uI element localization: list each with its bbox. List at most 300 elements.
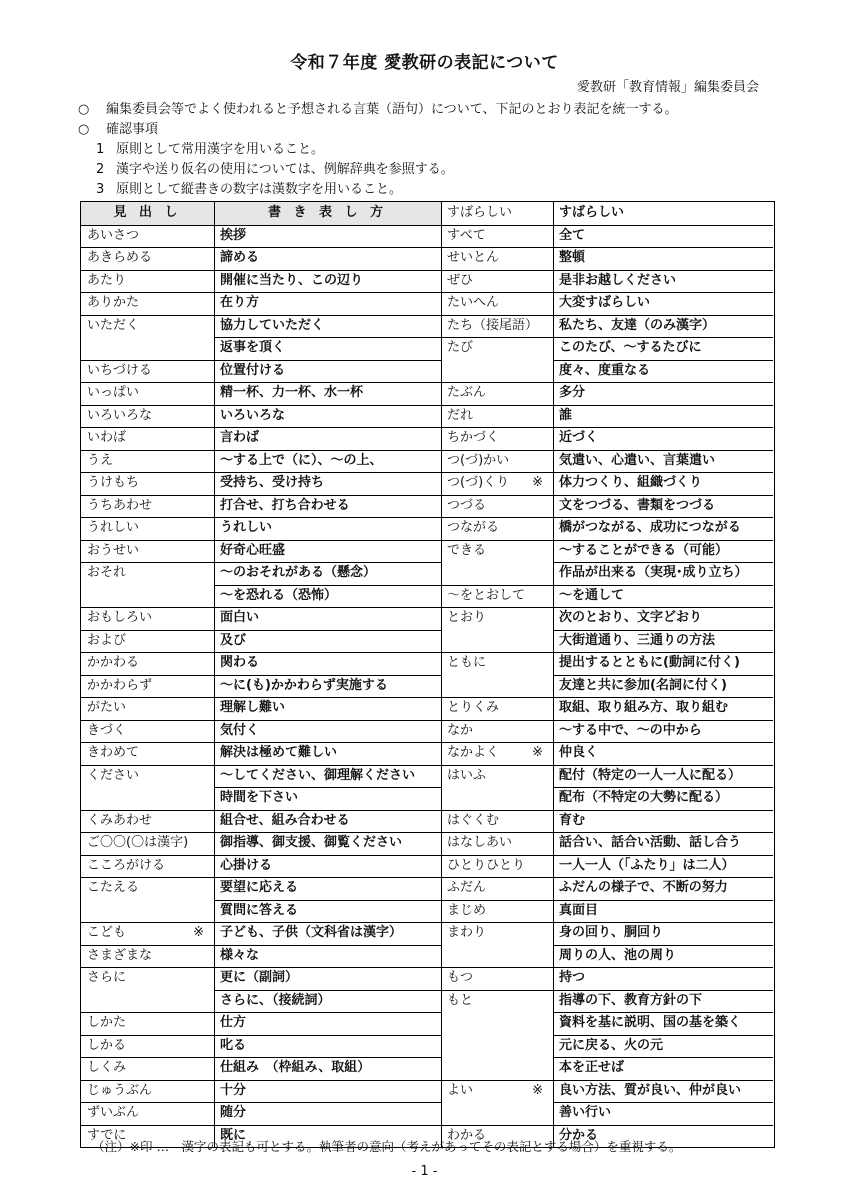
table-row bbox=[81, 1035, 774, 1058]
row-divider bbox=[214, 247, 441, 248]
row-divider bbox=[441, 495, 553, 496]
entry-headword: ～をとおして bbox=[447, 587, 526, 603]
entry-headword: だれ bbox=[447, 407, 474, 423]
row-divider bbox=[553, 382, 773, 383]
entry-notation: いろいろな bbox=[220, 407, 286, 423]
entry-headword: うけもち bbox=[87, 475, 140, 490]
entry-headword: ちかづく bbox=[447, 430, 500, 445]
table-row bbox=[81, 787, 774, 810]
row-divider bbox=[214, 382, 441, 383]
row-divider bbox=[553, 405, 773, 406]
table-row bbox=[81, 720, 774, 743]
row-divider bbox=[81, 765, 214, 766]
entry-notation: 更に（副詞） bbox=[220, 970, 299, 985]
row-divider bbox=[553, 832, 773, 833]
entry-headword: すばらしい bbox=[447, 205, 513, 220]
row-divider bbox=[81, 1080, 214, 1081]
entry-notation: 是非お越しください bbox=[559, 272, 677, 288]
entry-headword bbox=[441, 1057, 553, 1080]
entry-notation: 様々な bbox=[220, 947, 260, 963]
row-divider bbox=[214, 1125, 441, 1126]
row-divider bbox=[214, 270, 441, 271]
entry-notation: うれしい bbox=[220, 520, 273, 535]
entry-headword: つながる bbox=[447, 520, 500, 535]
row-divider bbox=[81, 315, 214, 316]
row-divider bbox=[553, 562, 773, 563]
entry-notation: 仕方 bbox=[220, 1015, 247, 1030]
row-divider bbox=[214, 562, 441, 563]
intro-line-1 bbox=[78, 100, 778, 120]
row-divider bbox=[81, 540, 214, 541]
row-divider bbox=[214, 1102, 441, 1103]
entry-headword: たぶん bbox=[447, 385, 487, 400]
row-divider bbox=[81, 1035, 214, 1036]
entry-notation: 取組、取り組み方、取り組む bbox=[559, 700, 729, 715]
entry-headword: さまざまな bbox=[87, 947, 153, 963]
row-divider bbox=[553, 922, 773, 923]
entry-headword bbox=[441, 1012, 553, 1035]
row-divider bbox=[214, 675, 441, 676]
row-divider bbox=[441, 292, 553, 293]
circle-mark-icon: ○ bbox=[78, 102, 90, 117]
entry-notation: 諦める bbox=[220, 250, 260, 265]
entry-headword: たち（接尾語） bbox=[447, 317, 539, 333]
entry-headword-cell bbox=[441, 742, 553, 765]
row-divider bbox=[553, 1035, 773, 1036]
row-divider bbox=[553, 787, 773, 788]
row-divider bbox=[441, 315, 553, 316]
row-divider bbox=[214, 585, 441, 586]
row-divider bbox=[553, 360, 773, 361]
intro-text-1: 編集委員会等でよく使われると予想される言葉（語句）について、下記のとおり表記を統一する。 bbox=[106, 102, 678, 117]
row-divider bbox=[214, 697, 441, 698]
row-divider bbox=[81, 742, 214, 743]
row-divider bbox=[214, 405, 441, 406]
table-row bbox=[81, 315, 774, 338]
entry-notation: 話合い、話合い活動、話し合う bbox=[559, 835, 742, 850]
row-divider bbox=[81, 675, 214, 676]
entry-notation: 叱る bbox=[220, 1037, 247, 1053]
table-row bbox=[81, 225, 774, 248]
header-divider bbox=[81, 225, 441, 226]
row-divider bbox=[441, 247, 553, 248]
row-divider bbox=[553, 472, 773, 473]
circle-mark-icon: ○ bbox=[78, 122, 90, 137]
row-divider bbox=[81, 877, 214, 878]
row-divider bbox=[81, 360, 214, 361]
entry-headword: あきらめる bbox=[87, 250, 153, 265]
asterisk-mark: ※ bbox=[193, 925, 204, 940]
table-row bbox=[81, 900, 774, 923]
row-divider bbox=[441, 382, 553, 383]
entry-headword: うれしい bbox=[87, 520, 140, 535]
entry-notation: 協力していただく bbox=[220, 317, 325, 333]
entry-notation: 身の回り、胴回り bbox=[559, 925, 664, 940]
entry-headword bbox=[441, 360, 553, 383]
row-divider bbox=[553, 967, 773, 968]
entry-headword: ありかた bbox=[87, 295, 140, 310]
footnote: （注）※印 … 漢字の表記も可とする。執筆者の意向（考えがあってその表記とする場合）を重視する。 bbox=[92, 1139, 682, 1154]
entry-notation: 度々、度重なる bbox=[559, 362, 651, 378]
row-divider bbox=[214, 472, 441, 473]
entry-notation: 持つ bbox=[559, 970, 586, 985]
entry-notation: 誰 bbox=[559, 407, 573, 423]
entry-notation: 大街道通り、三通りの方法 bbox=[559, 632, 716, 648]
entry-headword: まわり bbox=[447, 925, 487, 940]
row-divider bbox=[441, 765, 553, 766]
row-divider bbox=[81, 810, 214, 811]
row-divider bbox=[553, 315, 773, 316]
row-divider bbox=[553, 247, 773, 248]
row-divider bbox=[553, 1125, 773, 1126]
confirm-item bbox=[78, 140, 778, 160]
row-divider bbox=[553, 720, 773, 721]
row-divider bbox=[214, 450, 441, 451]
confirm-item-text: 原則として常用漢字を用いること。 bbox=[116, 142, 325, 157]
entry-notation: 及び bbox=[220, 632, 247, 648]
table-row bbox=[81, 990, 774, 1013]
row-divider bbox=[214, 517, 441, 518]
entry-headword: ふだん bbox=[447, 880, 487, 895]
entry-notation: 配付（特定の一人一人に配る） bbox=[559, 767, 742, 783]
entry-headword: なか bbox=[447, 722, 474, 738]
row-divider bbox=[553, 675, 773, 676]
entry-notation: 十分 bbox=[220, 1082, 247, 1098]
entry-headword: かかわる bbox=[87, 655, 140, 670]
table-row bbox=[81, 382, 774, 405]
row-divider bbox=[81, 652, 214, 653]
entry-notation: 組合せ、組み合わせる bbox=[220, 812, 350, 828]
entry-notation: 子ども、子供（文科省は漢字） bbox=[220, 925, 403, 940]
row-divider bbox=[441, 472, 553, 473]
row-divider bbox=[214, 292, 441, 293]
row-divider bbox=[553, 495, 773, 496]
row-divider bbox=[81, 472, 214, 473]
confirm-item-number: 2 bbox=[96, 162, 105, 177]
table-row bbox=[81, 1080, 774, 1103]
row-divider bbox=[441, 832, 553, 833]
row-divider bbox=[441, 652, 553, 653]
entry-headword: しかる bbox=[87, 1037, 127, 1053]
entry-headword: こころがける bbox=[87, 857, 166, 873]
entry-headword: はいふ bbox=[447, 767, 487, 783]
row-divider bbox=[214, 1035, 441, 1036]
entry-headword: しくみ bbox=[87, 1060, 127, 1075]
row-divider bbox=[441, 697, 553, 698]
entry-headword: はぐくむ bbox=[447, 812, 500, 828]
entry-notation: 整頓 bbox=[559, 250, 586, 265]
table-row bbox=[81, 1102, 774, 1125]
table-row bbox=[81, 1057, 774, 1080]
entry-notation: 言わば bbox=[220, 430, 260, 445]
entry-notation: 指導の下、教育方針の下 bbox=[559, 992, 703, 1008]
entry-headword: もつ bbox=[447, 970, 474, 985]
entry-headword: わかる bbox=[447, 1127, 487, 1143]
row-divider bbox=[81, 967, 214, 968]
row-divider bbox=[214, 495, 441, 496]
entry-headword: できる bbox=[447, 542, 487, 558]
row-divider bbox=[553, 225, 773, 226]
row-divider bbox=[553, 810, 773, 811]
asterisk-mark: ※ bbox=[532, 745, 543, 760]
row-divider bbox=[441, 405, 553, 406]
notation-table bbox=[80, 201, 775, 1148]
table-row bbox=[81, 922, 774, 945]
entry-notation: ～する上で（に）、～の上、 bbox=[220, 452, 383, 468]
row-divider bbox=[81, 855, 214, 856]
table-row bbox=[81, 675, 774, 698]
entry-headword: とりくみ bbox=[447, 700, 500, 715]
entry-notation: 返事を頂く bbox=[220, 340, 286, 355]
entry-notation: ～のおそれがある（懸念） bbox=[220, 565, 377, 580]
entry-notation: ～を通して bbox=[559, 587, 625, 603]
row-divider bbox=[441, 337, 553, 338]
entry-notation: 善い行い bbox=[559, 1105, 612, 1120]
entry-headword: こども bbox=[87, 925, 127, 940]
entry-headword: いちづける bbox=[87, 362, 152, 378]
row-divider bbox=[81, 697, 214, 698]
table-row bbox=[81, 810, 774, 833]
confirm-item bbox=[78, 160, 778, 180]
entry-notation: 友達と共に参加(名詞に付く) bbox=[559, 677, 727, 693]
row-divider bbox=[214, 832, 441, 833]
entry-headword: こたえる bbox=[87, 880, 140, 895]
row-divider bbox=[214, 315, 441, 316]
entry-notation: 随分 bbox=[220, 1105, 247, 1120]
row-divider bbox=[81, 922, 214, 923]
row-divider bbox=[553, 607, 773, 608]
row-divider bbox=[441, 967, 553, 968]
entry-notation: 精一杯、力一杯、水一杯 bbox=[220, 385, 364, 400]
entry-notation: 挨拶 bbox=[220, 227, 247, 243]
table-row bbox=[81, 630, 774, 653]
entry-notation: 資料を基に説明、国の基を築く bbox=[559, 1015, 742, 1030]
table-row bbox=[81, 472, 774, 495]
table-row bbox=[81, 697, 774, 720]
entry-headword: つ(づ)かい bbox=[447, 452, 510, 468]
row-divider bbox=[214, 810, 441, 811]
table-row bbox=[81, 855, 774, 878]
entry-headword bbox=[441, 675, 553, 698]
table-row bbox=[81, 562, 774, 585]
row-divider bbox=[81, 607, 214, 608]
table-row bbox=[81, 270, 774, 293]
row-divider bbox=[81, 1057, 214, 1058]
row-divider bbox=[553, 1080, 773, 1081]
entry-notation: ～を恐れる（恐怖） bbox=[220, 587, 338, 603]
entry-notation: 元に戻る、火の元 bbox=[559, 1037, 664, 1053]
row-divider bbox=[81, 1012, 214, 1013]
entry-headword: しかた bbox=[87, 1015, 127, 1030]
row-divider bbox=[441, 990, 553, 991]
row-divider bbox=[81, 405, 214, 406]
row-divider bbox=[553, 697, 773, 698]
row-divider bbox=[81, 495, 214, 496]
row-divider bbox=[214, 630, 441, 631]
row-divider bbox=[81, 1102, 214, 1103]
entry-notation: 開催に当たり、この辺り bbox=[220, 272, 364, 288]
row-divider bbox=[81, 945, 214, 946]
row-divider bbox=[441, 517, 553, 518]
row-divider bbox=[214, 720, 441, 721]
entry-headword: なかよく bbox=[447, 745, 500, 760]
confirm-item bbox=[78, 180, 778, 200]
entry-notation: 作品が出来る（実現･成り立ち） bbox=[559, 565, 748, 580]
table-row bbox=[81, 517, 774, 540]
entry-notation: 理解し難い bbox=[220, 700, 286, 715]
row-divider bbox=[441, 742, 553, 743]
row-divider bbox=[441, 427, 553, 428]
row-divider bbox=[553, 855, 773, 856]
row-divider bbox=[553, 540, 773, 541]
entry-headword bbox=[441, 787, 553, 810]
row-divider bbox=[553, 292, 773, 293]
entry-headword bbox=[441, 1035, 553, 1058]
row-divider bbox=[81, 630, 214, 631]
entry-headword: および bbox=[87, 632, 127, 648]
table-row bbox=[81, 360, 774, 383]
row-divider bbox=[553, 900, 773, 901]
entry-headword: がたい bbox=[87, 700, 127, 715]
confirm-item-text: 原則として縦書きの数字は漢数字を用いること。 bbox=[116, 182, 403, 197]
table-row bbox=[81, 1012, 774, 1035]
table-row bbox=[81, 765, 774, 788]
entry-notation: 打合せ、打ち合わせる bbox=[220, 497, 350, 513]
entry-notation: 一人一人（「ふたり」は二人） bbox=[559, 857, 735, 873]
entry-notation: 質問に答える bbox=[220, 902, 299, 918]
entry-headword: つ(づ)くり bbox=[447, 475, 510, 490]
table-row bbox=[81, 405, 774, 428]
row-divider bbox=[81, 517, 214, 518]
table-row bbox=[81, 540, 774, 563]
entry-headword: きづく bbox=[87, 722, 127, 738]
table-row bbox=[81, 967, 774, 990]
row-divider bbox=[553, 630, 773, 631]
row-divider bbox=[214, 1012, 441, 1013]
intro-line-2 bbox=[78, 120, 778, 140]
entry-notation: 要望に応える bbox=[220, 880, 299, 895]
entry-headword: たび bbox=[447, 340, 474, 355]
table-row bbox=[81, 877, 774, 900]
row-divider bbox=[441, 855, 553, 856]
row-divider bbox=[441, 900, 553, 901]
entry-headword: うちあわせ bbox=[87, 497, 153, 513]
row-divider bbox=[553, 450, 773, 451]
entry-headword: いっぱい bbox=[87, 385, 140, 400]
row-divider bbox=[441, 225, 553, 226]
row-divider bbox=[81, 427, 214, 428]
entry-headword bbox=[441, 630, 553, 653]
entry-headword-cell bbox=[441, 1080, 553, 1103]
row-divider bbox=[214, 652, 441, 653]
table-row bbox=[81, 742, 774, 765]
entry-headword: さらに bbox=[87, 970, 127, 985]
confirm-item-text: 漢字や送り仮名の使用については、例解辞典を参照する。 bbox=[116, 162, 454, 177]
entry-headword: ともに bbox=[447, 655, 487, 670]
entry-notation: 受持ち、受け持ち bbox=[220, 475, 325, 490]
intro-section bbox=[78, 100, 778, 200]
entry-headword: うえ bbox=[87, 452, 114, 468]
row-divider bbox=[553, 765, 773, 766]
entry-notation: 位置付ける bbox=[220, 362, 286, 378]
entry-headword: いただく bbox=[87, 317, 140, 333]
row-divider bbox=[553, 1012, 773, 1013]
row-divider bbox=[214, 1057, 441, 1058]
table-row bbox=[81, 247, 774, 270]
entry-headword: まじめ bbox=[447, 902, 487, 918]
row-divider bbox=[553, 945, 773, 946]
entry-headword: いわば bbox=[87, 430, 127, 445]
table-row bbox=[81, 945, 774, 968]
table-row bbox=[81, 832, 774, 855]
entry-notation: 仲良く bbox=[559, 745, 599, 760]
entry-notation: 多分 bbox=[559, 385, 586, 400]
asterisk-mark: ※ bbox=[532, 475, 543, 490]
entry-notation: 近づく bbox=[559, 430, 599, 445]
row-divider bbox=[214, 967, 441, 968]
table-row bbox=[81, 202, 774, 225]
entry-headword: ご〇〇(〇は漢字) bbox=[87, 835, 189, 850]
row-divider bbox=[214, 1080, 441, 1081]
entry-notation: ～してください、御理解ください bbox=[220, 767, 416, 783]
table-row bbox=[81, 652, 774, 675]
row-divider bbox=[441, 720, 553, 721]
entry-headword: いろいろな bbox=[87, 407, 153, 423]
row-divider bbox=[214, 787, 441, 788]
entry-notation: このたび、～するたびに bbox=[559, 340, 702, 355]
asterisk-mark: ※ bbox=[532, 1082, 543, 1098]
entry-notation: 良い方法、質が良い、仲が良い bbox=[559, 1082, 742, 1098]
entry-headword: きわめて bbox=[87, 745, 140, 760]
row-divider bbox=[441, 585, 553, 586]
entry-headword: もと bbox=[447, 992, 474, 1008]
row-divider bbox=[441, 607, 553, 608]
entry-headword: おうせい bbox=[87, 542, 140, 558]
table-row bbox=[81, 585, 774, 608]
entry-headword-cell bbox=[441, 472, 553, 495]
page-number: - 1 - bbox=[411, 1164, 438, 1179]
page-title: 令和７年度 愛教研の表記について bbox=[290, 53, 559, 73]
row-divider bbox=[214, 877, 441, 878]
row-divider bbox=[553, 742, 773, 743]
entry-headword bbox=[441, 945, 553, 968]
entry-notation: 真面目 bbox=[559, 902, 599, 918]
entry-notation: 好奇心旺盛 bbox=[220, 542, 286, 558]
entry-notation: 関わる bbox=[220, 655, 260, 670]
row-divider bbox=[81, 450, 214, 451]
entry-notation: 気遣い、心遣い、言葉遣い bbox=[559, 452, 716, 468]
row-divider bbox=[441, 1125, 553, 1126]
row-divider bbox=[81, 562, 214, 563]
entry-notation: 文をつづる、書類をつづる bbox=[559, 497, 716, 513]
row-divider bbox=[441, 540, 553, 541]
entry-headword: ぜひ bbox=[447, 272, 474, 288]
row-divider bbox=[553, 877, 773, 878]
entry-notation: 大変すばらしい bbox=[559, 295, 651, 310]
entry-headword: つづる bbox=[447, 497, 487, 513]
column-divider bbox=[441, 202, 442, 1147]
row-divider bbox=[214, 855, 441, 856]
entry-notation: 次のとおり、文字どおり bbox=[559, 610, 703, 625]
entry-headword: ずいぶん bbox=[87, 1105, 140, 1120]
entry-headword bbox=[441, 1102, 553, 1125]
row-divider bbox=[553, 517, 773, 518]
column-header-midashi: 見 出 し bbox=[81, 202, 214, 225]
table-row bbox=[81, 337, 774, 360]
entry-notation: 全て bbox=[559, 227, 586, 243]
entry-notation: ～する中で、～の中から bbox=[559, 722, 702, 738]
entry-notation: 心掛ける bbox=[220, 857, 273, 873]
